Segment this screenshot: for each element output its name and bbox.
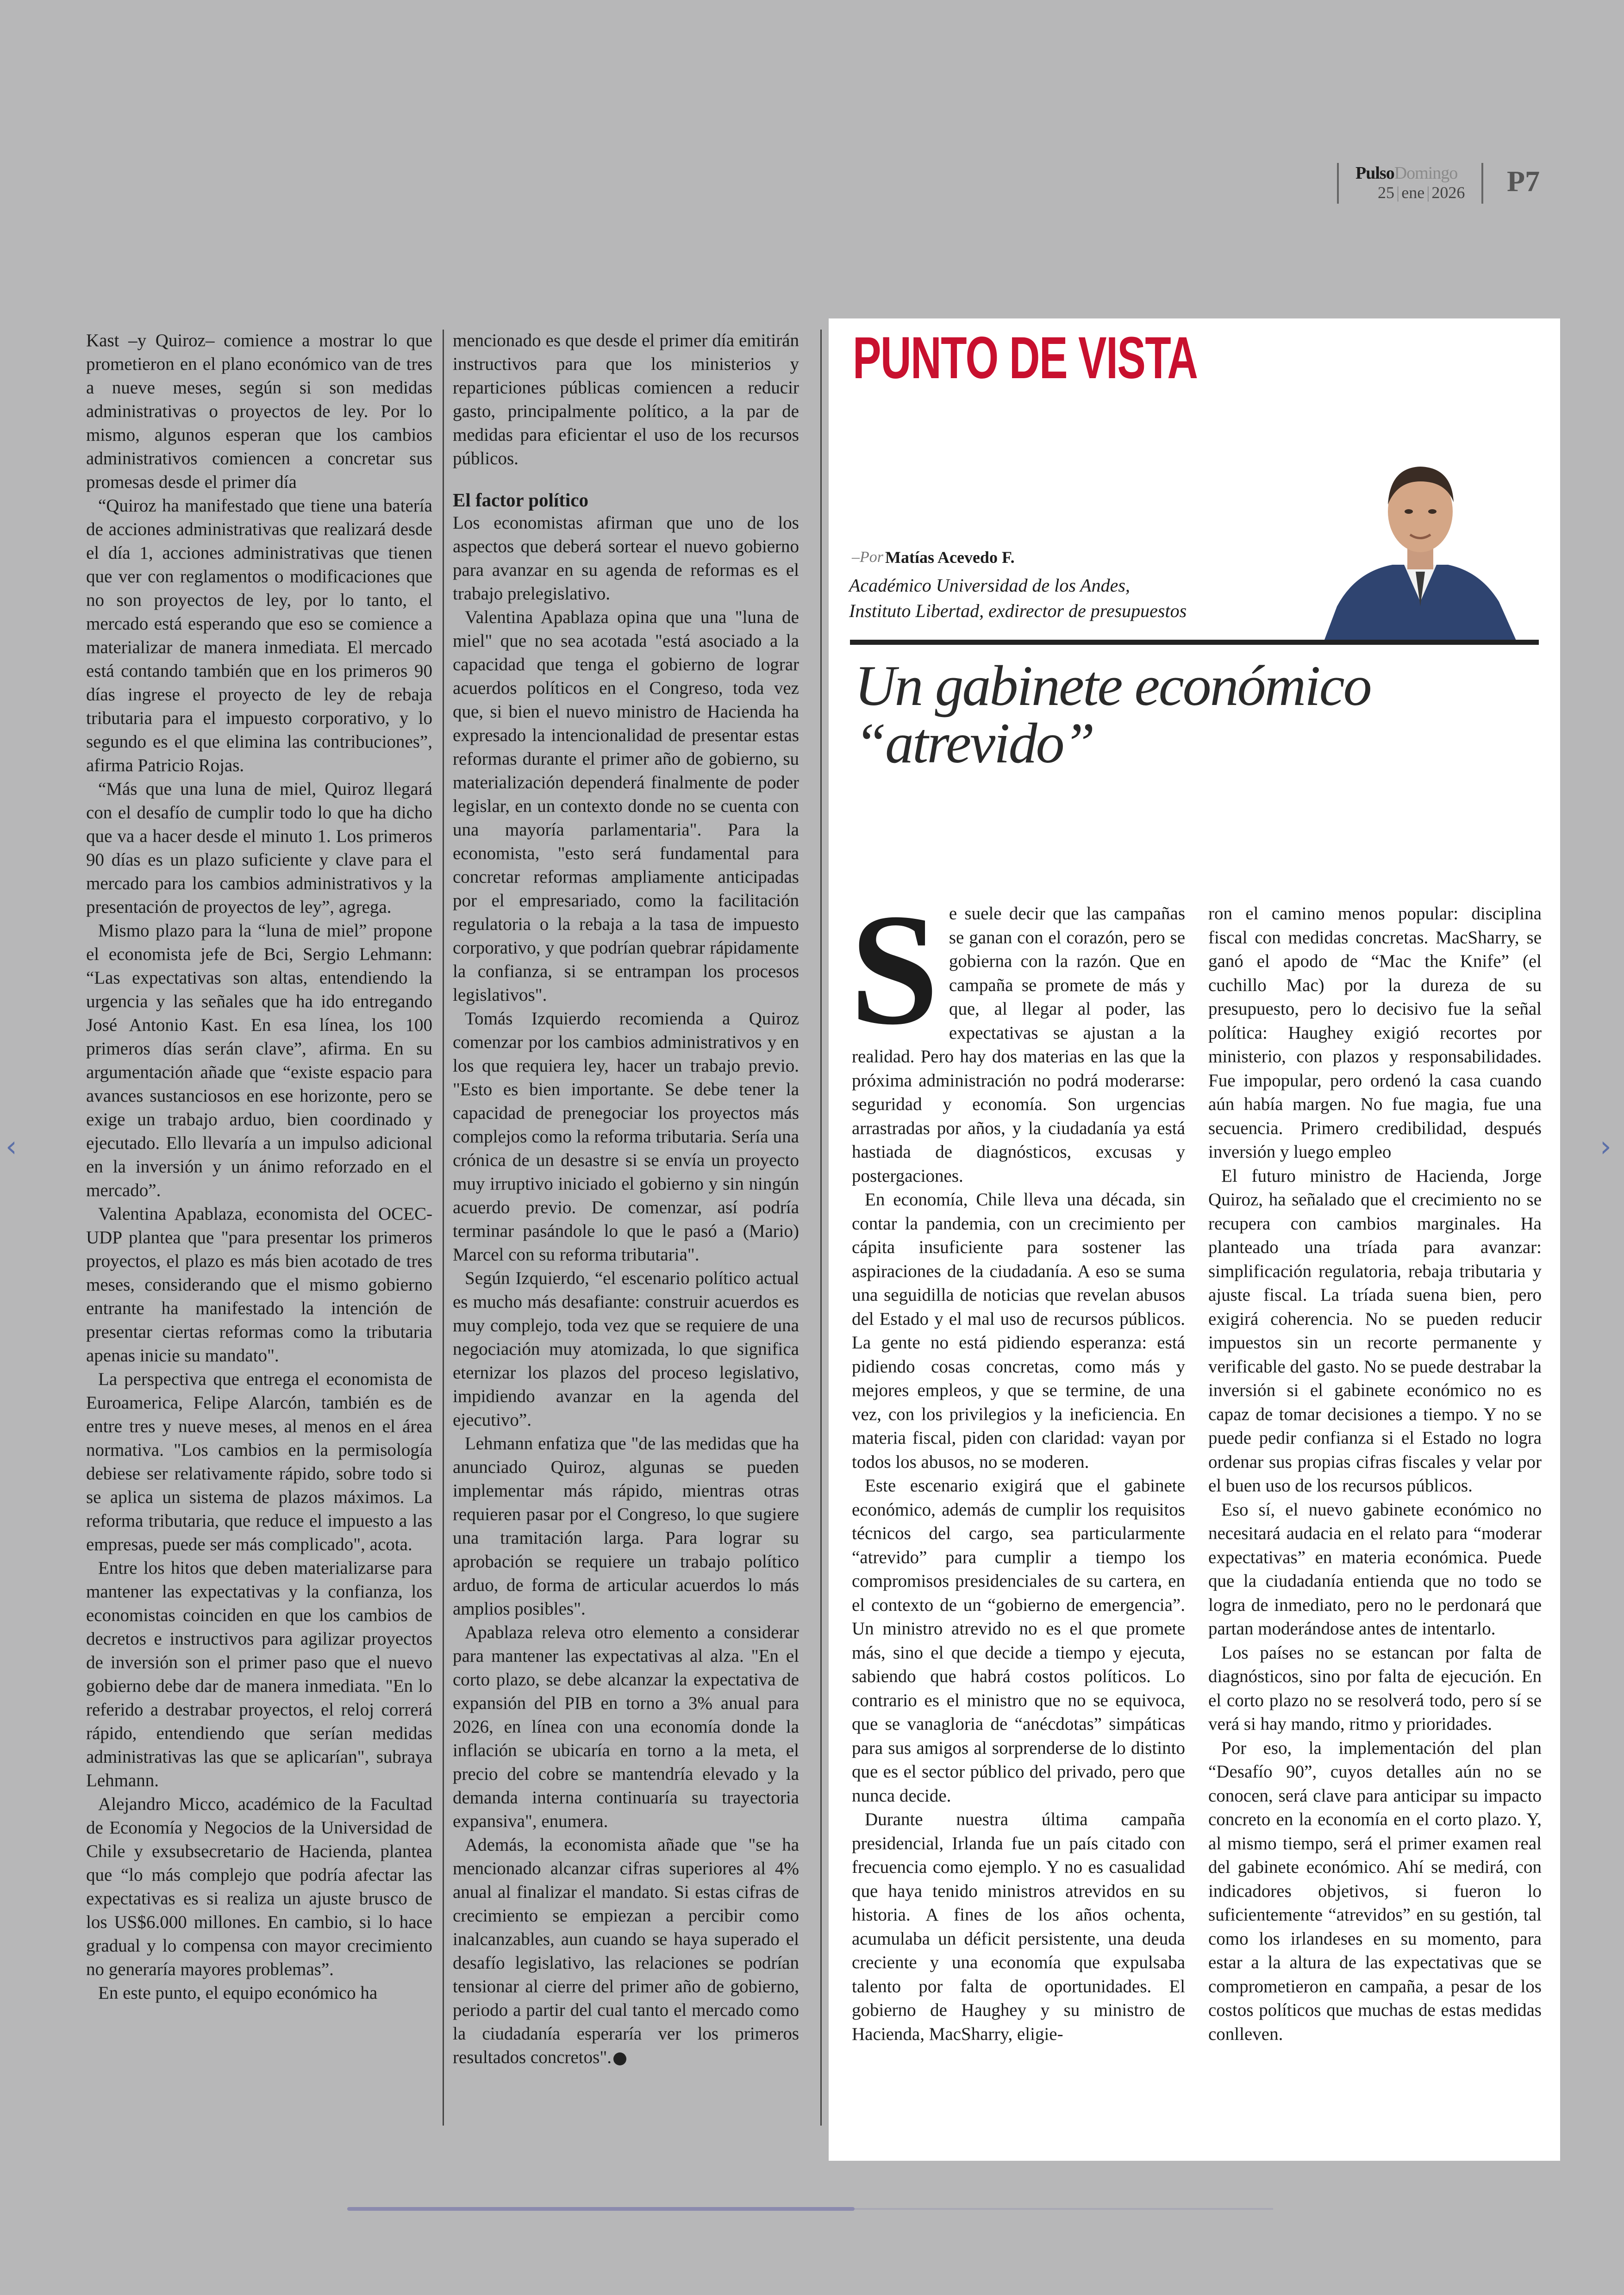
chevron-left-icon[interactable]: ‹ xyxy=(6,1129,17,1163)
author-name: Matías Acevedo F. xyxy=(885,548,1015,567)
byline-prefix: –Por xyxy=(852,549,883,566)
section-subheading: El factor político xyxy=(453,489,589,511)
scroll-thumb[interactable] xyxy=(347,2207,855,2211)
column-rule xyxy=(443,330,444,2126)
section-title: PUNTO DE VISTA xyxy=(853,325,1198,391)
author-rule xyxy=(850,640,1539,645)
paragraph: Entre los hitos que deben materializarse para mantener las expectativas y la confianza, los economistas coinciden en que los cambios de decretos e instructivos para agilizar proyectos de inversión son el primer paso que el nuevo gobierno debe dar de manera inmediata. "En lo referido a destrabar proyectos, el reloj correrá rápido, entendiendo que serían medidas administrativas las que se aplicarían", subraya Lehmann. xyxy=(86,1558,432,1790)
header-divider-left xyxy=(1337,163,1339,204)
author-photo xyxy=(1305,412,1536,643)
header-divider-right xyxy=(1481,163,1483,204)
paragraph: mencionado es que desde el primer día emitirán instructivos para que los ministerios y reparticiones públicas comiencen a reducir gasto, principalmente político, a la par de medidas para eficientar el uso de los recursos públicos. xyxy=(453,331,799,468)
opinion-headline: Un gabinete económico “atrevido” xyxy=(855,654,1371,775)
article-column-1 xyxy=(86,329,432,2005)
issue-date: 25 | ene | 2026 xyxy=(1378,183,1465,202)
page-number: P7 xyxy=(1507,165,1540,198)
paragraph: Eso sí, el nuevo gabinete económico no necesitará audacia en el relato para “moderar expectativas” en materia económica. Puede que la ciudadanía entienda que no todo se logra de inmediato, pero no le perdonará que partan moderándose antes de intentarlo. xyxy=(1208,1499,1542,1639)
paragraph: Durante nuestra última campaña presidencial, Irlanda fue un país citado con frecuencia como ejemplo. Y no es casualidad que haya tenido ministros atrevidos en su historia. A fines de los años ochenta, acumulaba un déficit persistente, una deuda creciente y una economía que expulsaba talento por falta de oportunidades. El gobierno de Haughey y su ministro de Hacienda, MacSharry, eligie- xyxy=(852,1809,1185,2044)
paragraph: Este escenario exigirá que el gabinete económico, además de cumplir los requisitos técnicos del cargo, sea particularmente “atrevido” para cumplir a tiempo los compromisos presidenciales de su cartera, en el contexto de un “gobierno de emergencia”. Un ministro atrevido no es el que promete más, sino el que decide a tiempo y ejecuta, sabiendo que habrá costos políticos. Lo contrario es el ministro que no se equivoca, que se vanagloria de “anécdotas” simpáticas para sus amigos al sorprenderse de lo distinto que es el sector público del privado, pero que nunca decide. xyxy=(852,1476,1185,1806)
paragraph: Se suele decir que las campañas se ganan con el corazón, pero se gobierna con la razón. Que en campaña se promete de más y que, al llegar al poder, las expectativas se ajustan a la realidad. Pero hay dos materias en las que la próxima administración no podrá moderarse: seguridad y economía. Son urgencias arrastradas por años, y la ciudadanía ya está hastiada de diagnósticos, excusas y postergaciones. xyxy=(850,881,1185,1186)
paragraph: Valentina Apablaza opina que una "luna de miel" que no sea acotada "está asociado a la capacidad que tenga el gobierno de lograr acuerdos políticos en el Congreso, toda vez que, si bien el nuevo ministro de Hacienda ha expresado la intencionalidad de presentar estas reformas durante el primer año de gobierno, su materialización dependerá finalmente de poder legislar, en un contexto donde no se cuenta con una mayoría parlamentaria". Para la economista, "esto será fundamental para concretar reformas ampliamente anticipadas por el empresariado, como la facilitación regulatoria o la rebaja a la tasa de impuesto corporativo, y que podrían quebrar rápidamente la confianza, si se entrampan los procesos legislativos". xyxy=(453,607,799,1005)
paragraph: Además, la economista añade que "se ha mencionado alcanzar cifras superiores al 4% anual al finalizar el mandato. Si estas cifras de crecimiento se empiezan a percibir como inalcanzables, aun cuando se haya superado el desafío legislativo, las relaciones se podrían tensionar al cierre del primer año de gobierno, periodo a partir del cual tanto el mercado como la ciudadanía esperaría ver los primeros resultados concretos". xyxy=(453,1835,799,2067)
paragraph: Los economistas afirman que uno de los aspectos que deberá sortear el nuevo gobierno para avanzar en su agenda de reformas es el trabajo prelegislativo. xyxy=(453,513,799,604)
paragraph: “Quiroz ha manifestado que tiene una batería de acciones administrativas que realizará desde el día 1, acciones administrativas que tienen que ver con reglamentos o modificaciones que no son proyectos de ley, por lo tanto, el mercado está esperando que eso se comience a materializar de manera inmediata. El mercado está contando también que en los primeros 90 días ingrese el proyecto de ley de rebaja tributaria para el impuesto corporativo, y lo segundo es el que elimina las contribuciones”, afirma Patricio Rojas. xyxy=(86,496,432,775)
paragraph: La perspectiva que entrega el economista de Euroamerica, Felipe Alarcón, también es de entre tres y nueve meses, al menos en el área normativa. "Los cambios en la permisología debiese ser relativamente rápido, sobre todo si se aplica un sistema de plazos máximos. La reforma tributaria, que reduce el impuesto a las empresas, puede ser más complicado", acota. xyxy=(86,1369,432,1554)
chevron-right-icon[interactable]: › xyxy=(1600,1129,1612,1163)
paragraph: Alejandro Micco, académico de la Facultad de Economía y Negocios de la Universidad de Chile y exsubsecretario de Hacienda, plantea que “lo más complejo que podría afectar las expectativas es si realiza un ajuste brusco de los US$6.000 millones. En cambio, si lo hace gradual y lo compensa con mayor crecimiento no generaría mayores problemas”. xyxy=(86,1794,432,1979)
paragraph: Según Izquierdo, “el escenario político actual es mucho más desafiante: construir acuerdos es muy complejo, toda vez que se requiere de una negociación muy atomizada, lo que significa eternizar los plazos del proceso legislativo, impidiendo avanzar en la agenda del ejecutivo”. xyxy=(453,1268,799,1430)
paragraph: Valentina Apablaza, economista del OCEC-UDP plantea que "para presentar los primeros proyectos, el plazo es más bien acotado de tres meses, considerando que el mismo gobierno entrante ha manifestado la intención de presentar ciertas reformas como la tributaria apenas inicie su mandato". xyxy=(86,1204,432,1366)
paragraph: Tomás Izquierdo recomienda a Quiroz comenzar por los cambios administrativos y en los que requiera ley, hacer un trabajo previo. "Esto es bien importante. Se debe tener la capacidad de prenegociar los proyectos más complejos como la reforma tributaria. Sería una crónica de un desastre si se envía un proyecto muy irruptivo iniciado el gobierno y sin ningún acuerdo previo. De comenzar, así podría terminar pasándole lo que le pasó a (Mario) Marcel con su reforma tributaria". xyxy=(453,1009,799,1265)
paragraph: En economía, Chile lleva una década, sin contar la pandemia, con un crecimiento per cápita insuficiente para sostener las aspiraciones de la ciudadanía. A eso se suma una seguidilla de noticias que revelan abusos del Estado y el mal uso de recursos públicos. La gente no está pidiendo esperanza: está pidiendo cosas concretas, como más y mejores empleos, y que se termine, de una vez, con los privilegios y la ineficiencia. En materia fiscal, piden con claridad: vayan por todos los abusos, no se moderen. xyxy=(852,1190,1185,1472)
drop-cap: S xyxy=(850,881,939,1058)
article-column-2 xyxy=(453,329,799,2069)
author-description: Académico Universidad de los Andes, Instituto Libertad, exdirector de presupuestos xyxy=(849,575,1187,621)
paragraph: Apablaza releva otro elemento a considerar para mantener las expectativas al alza. "En el corto plazo, se debe alcanzar la expectativa de expansión del PIB en torno a 3% anual para 2026, en línea con una economía donde la inflación se ubicaría en torno a la meta, el precio del cobre se mantendría elevado y la demanda interna continuaría su trayectoria expansiva", enumera. xyxy=(453,1622,799,1831)
paragraph: En este punto, el equipo económico ha xyxy=(98,1983,378,2003)
paragraph: El futuro ministro de Hacienda, Jorge Quiroz, ha señalado que el crecimiento no se recupera con cambios marginales. Ha planteado una tríada para avanzar: simplificación regulatoria, rebaja tributaria y ajuste fiscal. La tríada suena bien, pero exigirá coherencia. No se pueden reducir impuestos sin un recorte permanente y verificable del gasto. No se puede destrabar la inversión si el gabinete económico no es capaz de tomar decisiones a tiempo. Y no se puede pedir confianza si el Estado no logra ordenar sus propias cifras fiscales y velar por el buen uso de los recursos públicos. xyxy=(1208,1166,1542,1496)
paragraph: Por eso, la implementación del plan “Desafío 90”, cuyos detalles aún no se conocen, será clave para anticipar su impacto concreto en la economía en el corto plazo. Y, al mismo tiempo, será el primer examen real del gabinete económico. Ahí se medirá, con indicadores objetivos, si fueron lo suficientemente “atrevidos” en su gestión, tal como los irlandeses en su momento, para estar a la altura de las expectativas que se comprometieron en campaña, a pesar de los costos políticos que muchas de estas medidas conlleven. xyxy=(1208,1738,1542,2044)
paragraph: Los países no se estancan por falta de diagnósticos, sino por falta de ejecución. En el corto plazo no se resolverá todo, pero sí se verá si hay mando, ritmo y prioridades. xyxy=(1208,1642,1542,1734)
column-rule xyxy=(820,330,822,2126)
paragraph: ron el camino menos popular: disciplina fiscal con medidas concretas. MacSharry, se ganó el apodo de “Mac the Knife” (el cuchillo Mac) por la dureza de su presupuesto, pero lo decisivo fue la señal política: Haughey exigió recortes por ministerio, con plazos y responsabilidades. Fue impopular, pero ordenó la casa cuando aún había margen. No fue magia, fue una secuencia. Primero credibilidad, después inversión y luego empleo xyxy=(1208,904,1542,1162)
opinion-column-2 xyxy=(1208,902,1542,2046)
paragraph: “Más que una luna de miel, Quiroz llegará con el desafío de cumplir todo lo que ha dicho que va a hacer desde el minuto 1. Los primeros 90 días es un plazo suficiente y clave para el mercado para los cambios administrativos y la presentación de proyectos de ley”, agrega. xyxy=(86,779,432,917)
end-mark-icon xyxy=(613,2052,626,2065)
opinion-column-1 xyxy=(850,881,1185,2046)
paragraph: Lehmann enfatiza que "de las medidas que ha anunciado Quiroz, algunas se pueden implementar más rápido, mientras otras requieren pasar por el Congreso, lo que sugiere una tramitación larga. Para lograr su aprobación se requiere un trabajo político arduo, de forma de articular acuerdos lo más amplios posibles". xyxy=(453,1434,799,1619)
paragraph: Kast –y Quiroz– comience a mostrar lo que prometieron en el plano económico van de tres a nueve meses, según si son medidas administrativas o proyectos de ley. Por lo mismo, algunos esperan que los cambios administrativos comiencen a concretar sus promesas desde el primer día xyxy=(86,331,432,492)
paragraph: Mismo plazo para la “luna de miel” propone el economista jefe de Bci, Sergio Lehmann: “Las expectativas son altas, entendiendo la urgencia y las señales que ha ido entregando José Antonio Kast. En esa línea, los 100 primeros días serán clave”, afirma. En su argumentación añade que “existe espacio para avances sustanciosos en ese horizonte, pero se exige un trabajo arduo, bien coordinado y ejecutado. Ello llevaría a un impulso adicional en la inversión y un ánimo reforzado en el mercado”. xyxy=(86,921,432,1200)
publication-brand: PulsoDomingo xyxy=(1355,163,1458,183)
